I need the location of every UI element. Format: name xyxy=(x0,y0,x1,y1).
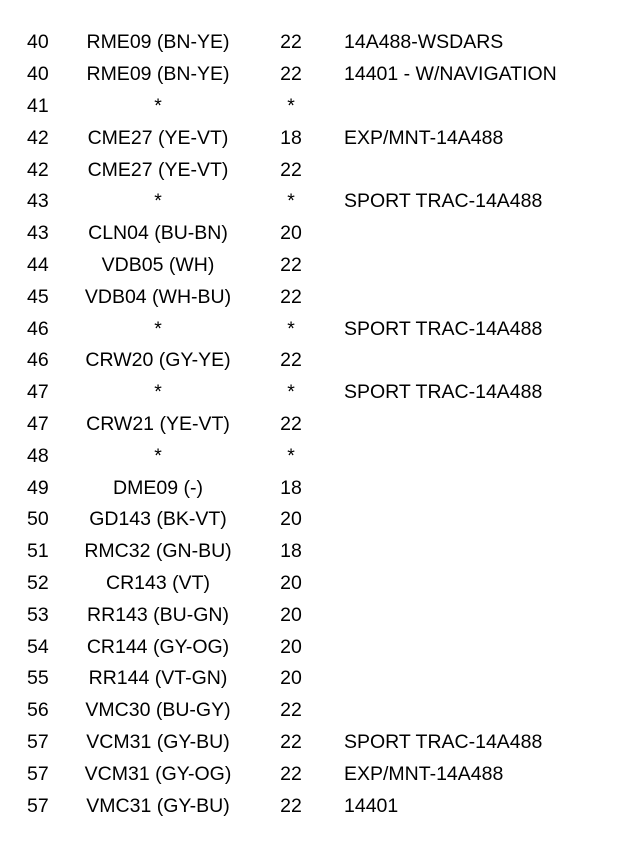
table-row xyxy=(0,218,624,250)
pin-number: 47 xyxy=(27,412,49,435)
pin-number: 45 xyxy=(27,285,49,308)
circuit-code: * xyxy=(154,94,162,117)
table-row xyxy=(0,758,624,790)
usage-note xyxy=(332,345,624,377)
wire-gauge: 22 xyxy=(280,730,302,753)
pin-number: 43 xyxy=(27,222,49,245)
pin-number: 49 xyxy=(27,476,49,499)
circuit-code: VCM31 (GY-BU) xyxy=(86,730,230,753)
usage-note: SPORT TRAC-14A488 xyxy=(344,730,543,753)
circuit-code: RR143 (BU-GN) xyxy=(87,603,229,626)
circuit-code: RME09 (BN-YE) xyxy=(86,31,230,54)
wire-gauge: 22 xyxy=(280,412,302,435)
usage-note xyxy=(332,91,624,123)
pin-number: 40 xyxy=(27,31,49,54)
usage-note xyxy=(332,695,624,727)
usage-note: EXP/MNT-14A488 xyxy=(344,126,504,149)
usage-note: 14A488-WSDARS xyxy=(344,31,504,54)
pin-number: 57 xyxy=(27,762,49,785)
circuit-code: CME27 (YE-VT) xyxy=(87,126,229,149)
usage-note xyxy=(332,504,624,536)
usage-note xyxy=(332,409,624,441)
table-row xyxy=(0,281,624,313)
table-row xyxy=(0,536,624,568)
wire-gauge: * xyxy=(287,190,295,213)
wire-gauge: 22 xyxy=(280,699,302,722)
table-row xyxy=(0,790,624,822)
table-row xyxy=(0,504,624,536)
wire-gauge: * xyxy=(287,94,295,117)
wire-gauge: 20 xyxy=(280,603,302,626)
pin-number: 52 xyxy=(27,571,49,594)
pin-number: 46 xyxy=(27,317,49,340)
table-row xyxy=(0,472,624,504)
circuit-code: CR144 (GY-OG) xyxy=(86,635,230,658)
circuit-code: RME09 (BN-YE) xyxy=(86,63,230,86)
usage-note: 14401 xyxy=(344,794,399,817)
circuit-code: VDB04 (WH-BU) xyxy=(84,285,232,308)
usage-note xyxy=(332,154,624,186)
circuit-code: DME09 (-) xyxy=(113,476,203,499)
circuit-code: VMC30 (BU-GY) xyxy=(85,699,231,722)
table-row xyxy=(0,409,624,441)
table-row xyxy=(0,440,624,472)
pin-number: 57 xyxy=(27,794,49,817)
wire-gauge: 22 xyxy=(280,762,302,785)
pin-number: 57 xyxy=(27,730,49,753)
wire-gauge: 22 xyxy=(280,158,302,181)
pin-number: 56 xyxy=(27,699,49,722)
circuit-code: * xyxy=(154,317,162,340)
usage-note: 14401 - W/NAVIGATION xyxy=(344,63,557,86)
usage-note xyxy=(332,281,624,313)
connector-pinout-table xyxy=(0,27,624,822)
pinout-rows xyxy=(0,27,624,822)
circuit-code: CR143 (VT) xyxy=(105,571,211,594)
usage-note xyxy=(332,631,624,663)
wire-gauge: 22 xyxy=(280,253,302,276)
wire-gauge: 22 xyxy=(280,63,302,86)
table-row xyxy=(0,377,624,409)
wire-gauge: * xyxy=(287,317,295,340)
table-row xyxy=(0,313,624,345)
pin-number: 46 xyxy=(27,349,49,372)
table-row xyxy=(0,599,624,631)
circuit-code: RMC32 (GN-BU) xyxy=(84,540,232,563)
wire-gauge: * xyxy=(287,381,295,404)
circuit-code: VDB05 (WH) xyxy=(101,253,215,276)
pin-number: 41 xyxy=(27,94,49,117)
wire-gauge: 20 xyxy=(280,222,302,245)
pin-number: 44 xyxy=(27,253,49,276)
pin-number: 55 xyxy=(27,667,49,690)
circuit-code: CME27 (YE-VT) xyxy=(87,158,229,181)
circuit-code: GD143 (BK-VT) xyxy=(89,508,227,531)
table-row xyxy=(0,663,624,695)
usage-note: SPORT TRAC-14A488 xyxy=(344,190,543,213)
wire-gauge: 22 xyxy=(280,31,302,54)
table-row xyxy=(0,631,624,663)
wire-gauge: 22 xyxy=(280,349,302,372)
circuit-code: RR144 (VT-GN) xyxy=(88,667,228,690)
table-row xyxy=(0,250,624,282)
table-row xyxy=(0,91,624,123)
circuit-code: VMC31 (GY-BU) xyxy=(86,794,230,817)
pin-number: 40 xyxy=(27,63,49,86)
usage-note: EXP/MNT-14A488 xyxy=(344,762,504,785)
wire-gauge: * xyxy=(287,444,295,467)
circuit-code: CLN04 (BU-BN) xyxy=(88,222,228,245)
table-row xyxy=(0,122,624,154)
table-row xyxy=(0,727,624,759)
table-row xyxy=(0,27,624,59)
pin-number: 42 xyxy=(27,158,49,181)
table-row xyxy=(0,154,624,186)
usage-note xyxy=(332,218,624,250)
usage-note: SPORT TRAC-14A488 xyxy=(344,381,543,404)
pin-number: 43 xyxy=(27,190,49,213)
usage-note xyxy=(332,663,624,695)
table-row xyxy=(0,345,624,377)
pin-number: 47 xyxy=(27,381,49,404)
usage-note xyxy=(332,250,624,282)
pin-number: 42 xyxy=(27,126,49,149)
wire-gauge: 20 xyxy=(280,667,302,690)
usage-note xyxy=(332,599,624,631)
pin-number: 53 xyxy=(27,603,49,626)
circuit-code: * xyxy=(154,381,162,404)
usage-note xyxy=(332,568,624,600)
wire-gauge: 22 xyxy=(280,794,302,817)
circuit-code: * xyxy=(154,444,162,467)
circuit-code: CRW20 (GY-YE) xyxy=(85,349,231,372)
pin-number: 50 xyxy=(27,508,49,531)
pin-number: 51 xyxy=(27,540,49,563)
wire-gauge: 20 xyxy=(280,635,302,658)
wire-gauge: 18 xyxy=(280,540,302,563)
wire-gauge: 18 xyxy=(280,126,302,149)
wire-gauge: 20 xyxy=(280,508,302,531)
wire-gauge: 20 xyxy=(280,571,302,594)
wire-gauge: 18 xyxy=(280,476,302,499)
circuit-code: CRW21 (YE-VT) xyxy=(86,412,230,435)
circuit-code: * xyxy=(154,190,162,213)
table-row xyxy=(0,59,624,91)
table-row xyxy=(0,568,624,600)
usage-note xyxy=(332,536,624,568)
table-row xyxy=(0,695,624,727)
circuit-code: VCM31 (GY-OG) xyxy=(84,762,232,785)
pin-number: 54 xyxy=(27,635,49,658)
usage-note xyxy=(332,472,624,504)
usage-note xyxy=(332,440,624,472)
table-row xyxy=(0,186,624,218)
pin-number: 48 xyxy=(27,444,49,467)
wire-gauge: 22 xyxy=(280,285,302,308)
usage-note: SPORT TRAC-14A488 xyxy=(344,317,543,340)
